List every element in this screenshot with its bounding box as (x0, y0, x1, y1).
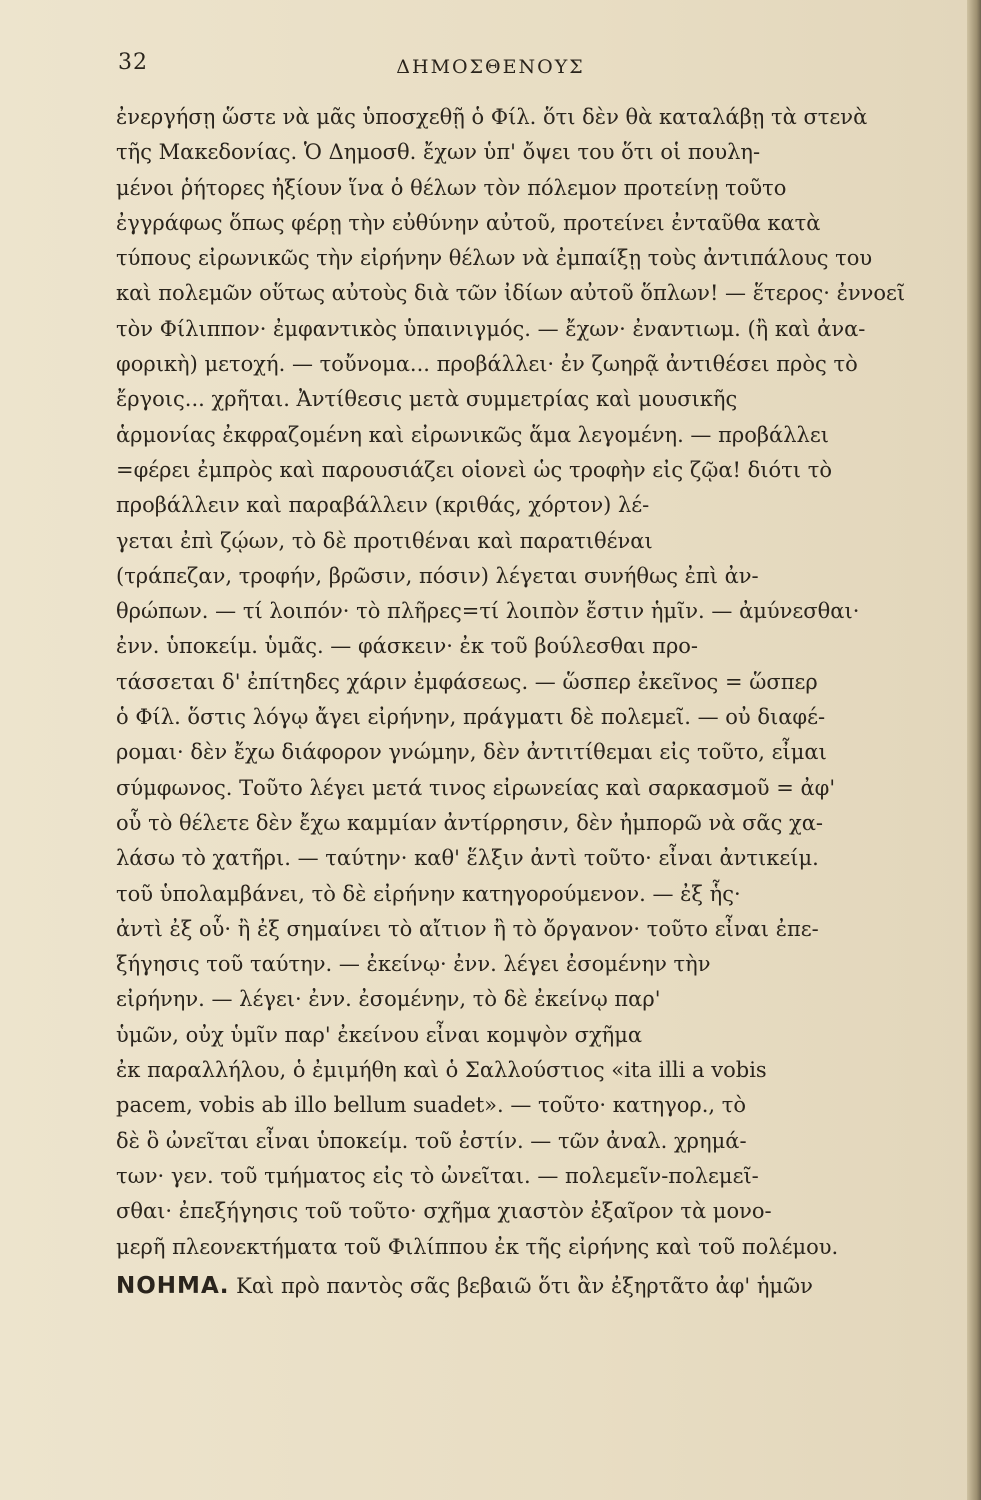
text-line: ρομαι· δὲν ἔχω διάφορον γνώμην, δὲν ἀντιτίθεμαι εἰς τοῦτο, εἶμαι (116, 740, 827, 765)
text-line: θρώπων. — τί λοιπόν· τὸ πλῆρες=τί λοιπὸν ἔστιν ἡμῖν. — ἀμύνεσθαι· (116, 599, 860, 624)
text-line: (τράπεζαν, τροφήν, βρῶσιν, πόσιν) λέγεται συνήθως ἐπὶ ἀν- (116, 563, 759, 588)
text-line: pacem, vobis ab illo bellum suadet». — τοῦτο· κατηγορ., τὸ (116, 1093, 747, 1118)
text-line: ἀντὶ ἐξ οὗ· ἢ ἐξ σημαίνει τὸ αἴτιον ἢ τὸ ὄργανον· τοῦτο εἶναι ἐπε- (116, 916, 819, 941)
text-line: καὶ πολεμῶν οὕτως αὐτοὺς διὰ τῶν ἰδίων αὐτοῦ ὅπλων! — ἕτερος· ἐννοεῖ (116, 281, 906, 306)
text-line: ὁ Φίλ. ὅστις λόγῳ ἄγει εἰρήνην, πράγματι δὲ πολεμεῖ. — οὐ διαφέ- (116, 705, 826, 730)
text-line: ἁρμονίας ἐκφραζομένη καὶ εἰρωνικῶς ἅμα λεγομένη. — προβάλλει (116, 422, 829, 447)
text-line: οὗ τὸ θέλετε δὲν ἔχω καμμίαν ἀντίρρησιν, δὲν ἠμπορῶ νὰ σᾶς χα- (116, 810, 824, 835)
text-line: λάσω τὸ χατῆρι. — ταύτην· καθ' ἕλξιν ἀντὶ τοῦτο· εἶναι ἀντικείμ. (116, 846, 819, 871)
text-line: ὑμῶν, οὐχ ὑμῖν παρ' ἐκείνου εἶναι κομψὸν σχῆμα (116, 1022, 643, 1047)
text-line: ἐγγράφως ὅπως φέρῃ τὴν εὐθύνην αὐτοῦ, προτείνει ἐνταῦθα κατὰ (116, 210, 821, 235)
text-line: εἰρήνην. — λέγει· ἐνν. ἐσομένην, τὸ δὲ ἐκείνῳ παρ' (116, 987, 661, 1012)
text-line: ἐνεργήσῃ ὥστε νὰ μᾶς ὑποσχεθῇ ὁ Φίλ. ὅτι δὲν θὰ καταλάβῃ τὰ στενὰ (116, 105, 868, 129)
text-line: μένοι ῥήτορες ἠξίουν ἵνα ὁ θέλων τὸν πόλεμον προτείνῃ τοῦτο (116, 175, 787, 200)
text-line: των· γεν. τοῦ τμήματος εἰς τὸ ὠνεῖται. — πολεμεῖν-πολεμεῖ- (116, 1163, 759, 1188)
text-line: ἐκ παραλλήλου, ὁ ἐμιμήθη καὶ ὁ Σαλλούστιος «ita illi a vobis (116, 1058, 767, 1083)
text-line: φορικὴ) μετοχή. — τοὔνομα... προβάλλει· ἐν ζωηρᾷ ἀντιθέσει πρὸς τὸ (116, 352, 858, 377)
text-line: σύμφωνος. Τοῦτο λέγει μετά τινος εἰρωνείας καὶ σαρκασμοῦ = ἀφ' (116, 775, 836, 800)
commentary-text (116, 100, 956, 1304)
text-line: τοῦ ὑπολαμβάνει, τὸ δὲ εἰρήνην κατηγορούμενον. — ἐξ ἧς· (116, 881, 741, 906)
page-number: 32 (118, 50, 148, 75)
text-line: ξήγησις τοῦ ταύτην. — ἐκείνῳ· ἐνν. λέγει ἐσομένην τὴν (116, 952, 711, 977)
text-line: ἔργοις... χρῆται. Ἀντίθεσις μετὰ συμμετρίας καὶ μουσικῆς (116, 387, 738, 412)
section-heading: ΝΟΗΜΑ. (116, 1272, 230, 1299)
section-text: Καὶ πρὸ παντὸς σᾶς βεβαιῶ ὅτι ἂν ἐξηρτᾶτο ἀφ' ἡμῶν (236, 1273, 813, 1298)
text-line: γεται ἐπὶ ζῴων, τὸ δὲ προτιθέναι καὶ παρατιθέναι (116, 528, 653, 553)
text-line: τύπους εἰρωνικῶς τὴν εἰρήνην θέλων νὰ ἐμπαίξῃ τοὺς ἀντιπάλους του (116, 246, 873, 271)
text-line: δὲ ὃ ὠνεῖται εἶναι ὑποκείμ. τοῦ ἐστίν. — τῶν ἀναλ. χρημά- (116, 1128, 747, 1153)
text-line: τάσσεται δ' ἐπίτηδες χάριν ἐμφάσεως. — ὥσπερ ἐκεῖνος = ὥσπερ (116, 669, 818, 694)
noima-paragraph (116, 1269, 956, 1304)
text-line: ἐνν. ὑποκείμ. ὑμᾶς. — φάσκειν· ἐκ τοῦ βούλεσθαι προ- (116, 634, 699, 659)
text-line: σθαι· ἐπεξήγησις τοῦ τοῦτο· σχῆμα χιαστὸν ἐξαῖρον τὰ μονο- (116, 1199, 772, 1224)
text-line: =φέρει ἐμπρὸς καὶ παρουσιάζει οἱονεὶ ὡς τροφὴν εἰς ζῷα! διότι τὸ (116, 457, 832, 482)
running-title: ΔΗΜΟΣΘΕΝΟΥΣ (396, 56, 585, 78)
text-line: μερῆ πλεονεκτήματα τοῦ Φιλίππου ἐκ τῆς εἰρήνης καὶ τοῦ πολέμου. (116, 1234, 839, 1259)
text-line: τῆς Μακεδονίας. Ὁ Δημοσθ. ἔχων ὑπ' ὄψει του ὅτι οἱ πουλη- (116, 140, 761, 165)
text-line: προβάλλειν καὶ παραβάλλειν (κριθάς, χόρτον) λέ- (116, 493, 650, 518)
text-line: τὸν Φίλιππον· ἐμφαντικὸς ὑπαινιγμός. — ἔχων· ἐναντιωμ. (ἢ καὶ ἀνα- (116, 316, 866, 341)
page-gutter-shadow (967, 0, 981, 1500)
